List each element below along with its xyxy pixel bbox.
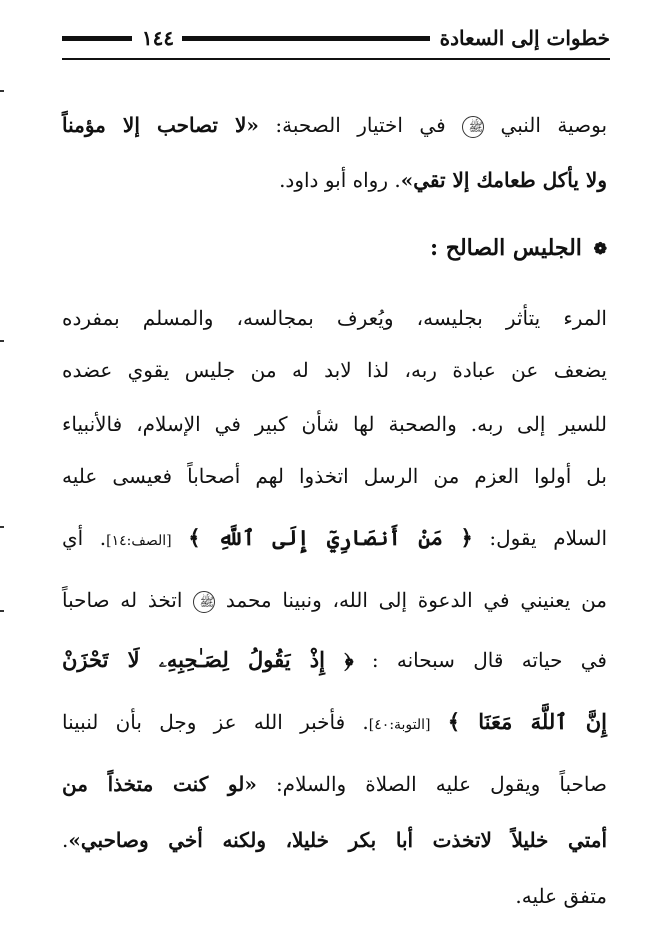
text-line-8 [62,580,607,620]
quran-verse-saff: ﴿ مَنْ أَنصَارِيٓ إِلَى ٱللَّهِ ﴾ [188,525,473,550]
line10-post: . فأخبر الله عز وجل بأن لنبينا [62,710,369,734]
text-line-9 [62,640,607,680]
flower-icon: ❁ [593,239,607,258]
margin-speck [0,526,4,528]
line1-pre: بوصية النبي [500,113,608,137]
text-line-2 [62,160,607,200]
text-line-3: المرء يتأثر بجليسه، ويُعرف بمجالسه، والمسلم بمفرده [62,306,607,330]
verse-reference-tawbah: [التوبة:٤٠] [368,717,431,733]
line11-pre: صاحباً ويقول عليه الصلاة والسلام: [256,772,607,796]
text-line-5: للسير إلى ربه. والصحبة لها شأن كبير في الإسلام، فالأنبياء [62,412,607,436]
pbuh-seal-icon: ﷺ [193,591,215,613]
hadith-quote-start: «لا تصاحب إلا مؤمناً [62,113,259,137]
quran-verse-tawbah-end: إِنَّ ٱللَّهَ مَعَنَا ﴾ [447,709,607,734]
hadith-khalil-end: أمتي خليلاً لاتخذت أبا بكر خليلا، ولكنه أخي وصاحبي» [68,828,607,852]
section-heading [62,228,607,269]
line8-post: اتخذ له صاحباً [62,588,183,612]
section-heading-text: الجليس الصالح : [429,235,582,261]
text-line-11 [62,764,607,804]
text-line-12 [62,820,607,860]
text-line-4: يضعف عن عبادة ربه، لذا لابد له من جليس يقوي عضده [62,358,607,382]
line1-mid: في اختيار الصحبة: [258,113,446,137]
page-header [62,18,610,58]
text-line-13: متفق عليه. [515,884,607,908]
text-line-7 [62,518,607,561]
line7-post: . أي [62,526,107,550]
quran-verse-tawbah-start: ﴿ إِذْ يَقُولُ لِصَـٰحِبِهِۦ لَا تَحْزَنْ [62,647,354,672]
text-line-1 [62,105,607,145]
line12-post: . [62,828,69,852]
page-number: ١٤٤ [141,26,175,50]
header-rule-short [62,36,132,41]
text-line-10 [62,702,607,745]
line2-post: . رواه أبو داود. [279,168,401,192]
line8-pre: من يعنيني في الدعوة إلى الله، ونبينا محمد [225,588,608,612]
hadith-khalil-start: «لو كنت متخذاً من [62,772,257,796]
margin-speck [0,90,4,92]
verse-reference-saff: [الصف:١٤] [106,533,172,549]
pbuh-seal-icon: ﷺ [462,116,484,138]
line7-pre: السلام يقول: [472,526,607,550]
header-rule-long [182,36,430,41]
header-underline [62,58,610,60]
book-title: خطوات إلى السعادة [439,26,610,50]
margin-speck [0,340,4,342]
hadith-quote-end: ولا يأكل طعامك إلا تقي» [400,168,607,192]
text-line-6: بل أولوا العزم من الرسل اتخذوا لهم أصحاباً فعيسى عليه [62,464,607,488]
line9-pre: في حياته قال سبحانه : [353,648,607,672]
margin-speck [0,610,4,612]
